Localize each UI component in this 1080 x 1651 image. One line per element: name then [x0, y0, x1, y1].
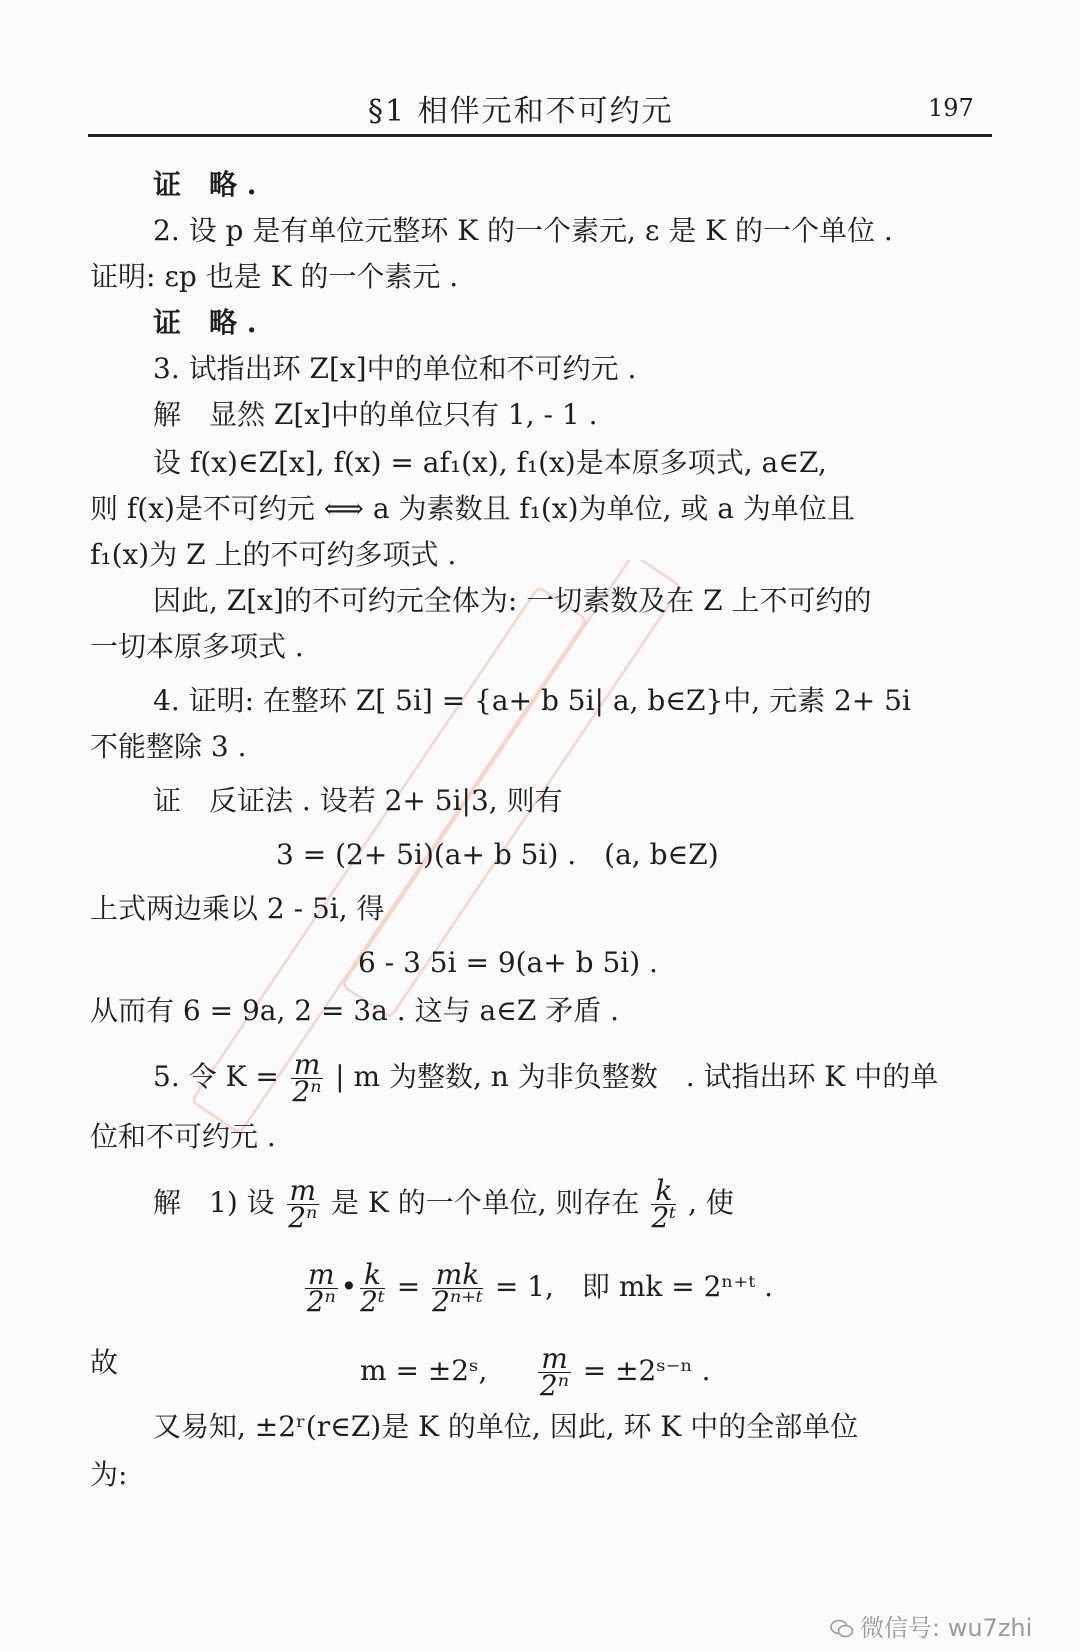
proof-line: 证 略 .	[153, 168, 257, 201]
conclusion-label: 故	[90, 1346, 119, 1379]
proof-4: 证 反证法 . 设若 2+ 5i|3, 则有	[153, 784, 563, 817]
solution-3-line: 因此, Z[x]的不可约元全体为: 一切素数及在 Z 上不可约的	[153, 584, 872, 617]
exercise-4: 4. 证明: 在整环 Z[ 5i] = {a+ b 5i| a, b∈Z}中, 元素 2+ 5i	[153, 684, 911, 717]
equation: m = ±2ˢ, $\frac{m}{\text{2ⁿ}}$ = ±2ˢ⁻ⁿ .	[360, 1342, 711, 1402]
exercise-5: 5. 令 K = $\frac{m}{\text{2ⁿ}}$ | m 为整数, n 为非负整数 . 试指出环 K 中的单	[153, 1048, 939, 1108]
equation: 3 = (2+ 5i)(a+ b 5i) . (a, b∈Z)	[276, 838, 719, 871]
fraction-m-over-2n: $\frac{m}{\text{2ⁿ}}$	[292, 1048, 322, 1108]
fraction-k-over-2t: $\frac{k}{\text{2ᵗ}}$	[360, 1258, 385, 1318]
solution-3-line: f₁(x)为 Z 上的不可约多项式 .	[90, 538, 457, 571]
fraction-m-over-2n: $\frac{m}{\text{2ⁿ}}$	[288, 1174, 318, 1234]
solution-3-line: 设 f(x)∈Z[x], f(x) = af₁(x), f₁(x)是本原多项式, a∈Z,	[153, 446, 827, 479]
solution-5-line: 为:	[90, 1458, 128, 1491]
wechat-id-badge: 微信号: wu7zhi	[830, 1608, 1032, 1643]
exercise-4-cont: 不能整除 3 .	[90, 730, 247, 763]
page-number: 197	[928, 94, 974, 122]
fraction-m-over-2n: $\frac{m}{\text{2ⁿ}}$	[539, 1342, 570, 1402]
solution-3-line: 一切本原多项式 .	[90, 630, 304, 663]
fraction-mk-over-2nt: $\frac{mk}{\text{2ⁿ⁺ᵗ}}$	[432, 1258, 483, 1318]
equation: 6 - 3 5i = 9(a+ b 5i) .	[358, 946, 658, 979]
proof-4-line: 上式两边乘以 2 - 5i, 得	[90, 892, 385, 925]
wechat-icon	[830, 1619, 854, 1639]
fraction-k-over-2t: $\frac{k}{\text{2ᵗ}}$	[651, 1174, 677, 1234]
solution-3-line: 则 f(x)是不可约元 ⟺ a 为素数且 f₁(x)为单位, 或 a 为单位且	[90, 492, 855, 525]
exercise-5-cont: 位和不可约元 .	[90, 1120, 276, 1153]
exercise-3: 3. 试指出环 Z[x]中的单位和不可约元 .	[153, 352, 637, 385]
fraction-m-over-2n: $\frac{m}{\text{2ⁿ}}$	[306, 1258, 336, 1318]
exercise-2-cont: 证明: εp 也是 K 的一个素元 .	[90, 260, 459, 293]
solution-5: 解 1) 设 $\frac{m}{\text{2ⁿ}}$ 是 K 的一个单位, 则存在 $\frac{k}{\text{2ᵗ}}$ , 使	[153, 1174, 734, 1234]
solution-5-line: 又易知, ±2ʳ(r∈Z)是 K 的单位, 因此, 环 K 中的全部单位	[153, 1410, 859, 1443]
solution-3: 解 显然 Z[x]中的单位只有 1, - 1 .	[153, 398, 598, 431]
header-title: §1 相伴元和不可约元	[368, 94, 674, 129]
proof-4-line: 从而有 6 = 9a, 2 = 3a . 这与 a∈Z 矛盾 .	[90, 994, 620, 1027]
header-rule	[88, 134, 992, 137]
exercise-2: 2. 设 p 是有单位元整环 K 的一个素元, ε 是 K 的一个单位 .	[153, 214, 893, 247]
equation: $\frac{m}{\text{2ⁿ}}$ • $\frac{k}{\text{2ᵗ}}$ = $\frac{mk}{\text{2ⁿ⁺ᵗ}}$ = 1, 即 mk = 2ⁿ⁺ᵗ .	[306, 1258, 774, 1318]
proof-line: 证 略 .	[153, 306, 257, 339]
